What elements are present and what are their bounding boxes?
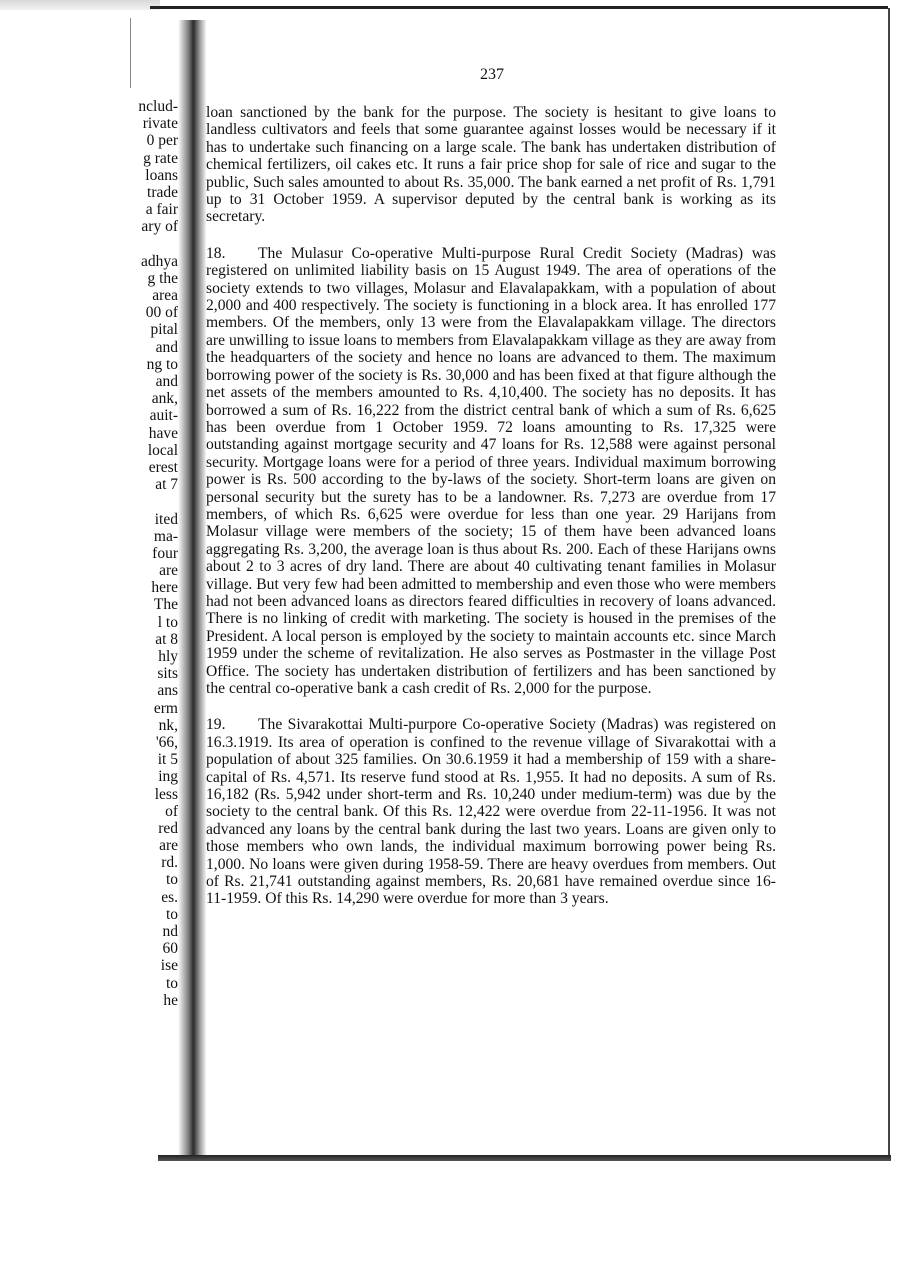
paragraph-number: 19. (206, 716, 226, 734)
facing-page-fragment: ing (158, 768, 178, 786)
facing-page-fragment: 0 per (146, 132, 178, 150)
facing-page-fragment: at 7 (155, 476, 178, 494)
facing-page-fragment: a fair (145, 201, 178, 219)
facing-page-fragment: rivate (142, 115, 178, 133)
book-gutter (178, 20, 206, 1155)
facing-page-fragment: are (159, 562, 178, 580)
facing-page-fragment: and (155, 373, 178, 390)
page-number: 237 (480, 66, 504, 83)
facing-page-fragment: ise (160, 957, 178, 975)
facing-page-fragment: erest (148, 458, 178, 476)
facing-page-fragment: erm (153, 699, 178, 717)
facing-page-fragment: to (165, 905, 178, 923)
facing-page-fragment: of (165, 802, 178, 820)
paragraph-18 (206, 245, 776, 698)
facing-page-fragment: ma- (153, 527, 178, 545)
paragraph-continuation (206, 104, 776, 226)
facing-page-fragment: '66, (155, 733, 178, 751)
facing-page-fragment: adhya (140, 252, 178, 270)
facing-page-fragment: 60 (162, 940, 178, 958)
facing-page-fragment: nclud- (138, 98, 178, 115)
facing-page-fragment: ng to (146, 355, 178, 373)
facing-page-fragment: four (152, 544, 178, 562)
facing-page-fragment: ary of (141, 218, 178, 236)
facing-page-fragment: g the (147, 269, 178, 287)
facing-page-fragment: ited (154, 510, 178, 528)
facing-page-fragment: ank, (151, 390, 178, 408)
scan-shadow (0, 0, 160, 10)
facing-page-fragment: have (148, 424, 178, 442)
paragraph-19 (206, 716, 776, 907)
facing-page-fragment: area (152, 287, 178, 305)
facing-page-fragment: auit- (149, 407, 178, 425)
facing-page-fragment: he (163, 991, 178, 1009)
page-bottom-edge (158, 1155, 891, 1161)
facing-page-fragment: nk, (158, 716, 178, 734)
facing-page-fragment: nd (162, 923, 178, 940)
facing-page-fragment: rd. (161, 854, 178, 872)
facing-page-fragment: at 8 (155, 630, 178, 648)
facing-page-fragment: The (153, 596, 178, 614)
facing-page-fragment: to (165, 974, 178, 992)
page-top-edge (150, 6, 888, 9)
facing-page-fragment: sits (157, 665, 178, 683)
facing-page-fragment: here (151, 579, 178, 597)
paragraph-text: The Mulasur Co-operative Multi-purpose Rural Credit Society (Madras) was registered on unlimited liability basis on 15 August 1949. The area of operations of the society extends to two villages, Molasur and Elavalapakkam, with a population of about 2,000 and 400 respectively. The society is functioning in a block area. It has enrolled 177 members. Of the members, only 13 were from the Elavalapakkam village. The directors are unwilling to issue loans to members from Elavalapakkam village as they are away from the headquarters of the society and hence no loans are advanced to them. The maximum borrowing power of the society is Rs. 30,000 and has been fixed at that figure although the net assets of the members amounted to Rs. 4,10,400. The society has no deposits. It has borrowed a sum of Rs. 16,222 from the district central bank of which a sum of Rs. 6,625 has been overdue from 1 October 1959. 72 loans amounting to Rs. 17,325 were outstanding against mortgage security and 47 loans for Rs. 12,588 were against personal security. Mortgage loans were for a period of three years. Individual maximum borrowing power is Rs. 500 according to the by-laws of the society. Short-term loans are given on personal security but the surety has to be a landowner. Rs. 7,273 are overdue from 17 members, of which Rs. 6,625 were overdue for less than one year. 29 Harijans from Molasur village were members of the society; 15 of them have been advanced loans aggregating Rs. 3,200, the average loan is thus about Rs. 200. Each of these Harijans owns about 2 to 3 acres of dry land. There are about 40 cultivating tenant families in Molasur village. But very few had been admitted to membership and even those who were members had not been advanced loans as directors feared difficulties in recovery of loans advanced. There is no linking of credit with marketing. The society is housed in the premises of the President. A local person is employed by the society to maintain accounts etc. since March 1959 under the scheme of revitalization. He also serves as Postmaster in the village Post Office. The society has undertaken distribution of fertilizers and has been sanctioned by the central co-operative bank a cash credit of Rs. 2,000 for the purpose. (206, 244, 776, 697)
paragraph-text: The Sivarakottai Multi-purpore Co-operative Society (Madras) was registered on 16.3.1919. Its area of operation is confined to the revenue village of Sivarakottai with a population of about 325 families. On 30.6.1959 it had a membership of 159 with a share-capital of Rs. 4,571. Its reserve fund stood at Rs. 1,955. It had no deposits. A sum of Rs. 16,182 (Rs. 5,942 under short-term and Rs. 10,240 under medium-term) was due by the society to the central bank. Of this Rs. 12,422 were overdue from 22-11-1956. It was not advanced any loans by the central bank during the last two years. Loans are given only to those members who own lands, the individual maximum borrowing power being Rs. 1,000. No loans were given during 1958-59. There are heavy overdues from members. Out of Rs. 21,741 outstanding against members, Rs. 20,681 have remained overdue since 16-11-1959. Of this Rs. 14,290 were overdue for more than 3 years. (206, 716, 776, 908)
facing-page-text (100, 98, 178, 1009)
facing-page-fragment: loans (145, 166, 178, 184)
facing-page-fragment: ans (157, 682, 178, 700)
facing-page-fragment: and (155, 338, 178, 356)
facing-page-fragment: to (165, 871, 178, 889)
facing-page-fragment: less (154, 785, 178, 803)
facing-page-fragment: pital (150, 321, 178, 339)
paragraph-number: 18. (206, 244, 226, 262)
facing-page-fragment: it 5 (157, 751, 178, 769)
facing-page-fragment: l to (157, 613, 178, 631)
facing-page-fragment: es. (161, 888, 178, 906)
facing-page-fragment: hly (158, 648, 178, 665)
facing-page-fragment: local (147, 441, 178, 459)
fragment-gap (100, 493, 178, 510)
page-body (206, 104, 776, 927)
page-right-edge (888, 8, 890, 1158)
facing-page-rule (130, 18, 131, 88)
facing-page-fragment: trade (147, 183, 178, 201)
facing-page-fragment: 00 of (145, 304, 178, 322)
facing-page-fragment: are (159, 837, 178, 855)
facing-page-fragment: g rate (143, 149, 178, 167)
facing-page-fragment: red (158, 819, 178, 837)
fragment-gap (100, 236, 178, 253)
paragraph-text: loan sanctioned by the bank for the purpose. The society is hesitant to give loans to landless cultivators and feels that some guarantee against losses would be necessary if it has to undertake such financing on a large scale. The bank has undertaken distribution of chemical fertilizers, oil cakes etc. It runs a fair price shop for sale of rice and sugar to the public, Such sales amounted to about Rs. 35,000. The bank earned a net profit of Rs. 1,791 up to 31 October 1959. A supervisor deputed by the central bank is working as its secretary. (206, 104, 776, 226)
